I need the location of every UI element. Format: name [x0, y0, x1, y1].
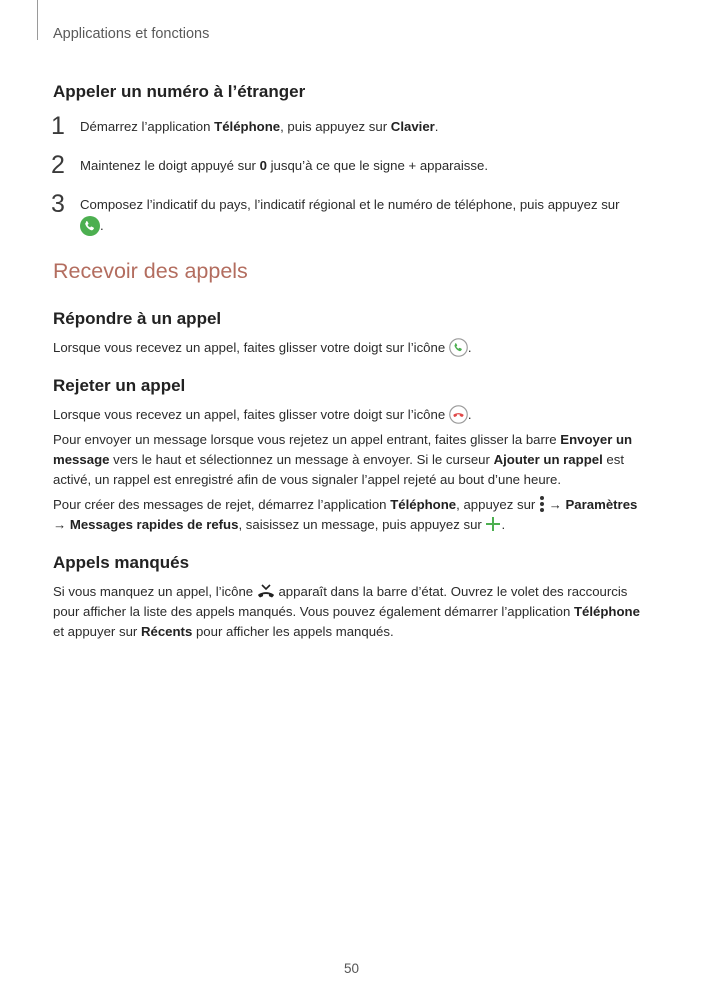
answer-section	[53, 309, 653, 358]
app-name: Téléphone	[573, 603, 640, 619]
section-title-abroad: Appeler un numéro à l’étranger	[53, 82, 306, 101]
send-message-bar: Envoyer un message	[53, 431, 633, 467]
running-title: Applications et fonctions	[53, 26, 210, 42]
answer-text: Lorsque vous recevez un appel, faites glisser votre doigt sur l’icône .	[53, 338, 653, 358]
add-reminder-switch: Ajouter un rappel	[493, 451, 603, 467]
reject-call-icon	[449, 405, 468, 424]
settings-path: → Paramètres → Messages rapides de refus	[53, 496, 638, 532]
reject-section	[53, 376, 653, 535]
reject-text-1: Lorsque vous recevez un appel, faites glisser votre doigt sur l’icône .	[53, 405, 653, 425]
subsection-title-missed: Appels manqués	[53, 552, 190, 572]
subsection-title-reject: Rejeter un appel	[53, 375, 186, 395]
answer-call-icon	[449, 338, 468, 357]
phone-call-icon	[80, 216, 100, 236]
header-rule	[37, 0, 38, 40]
missed-text: Si vous manquez un appel, l’icône apparaît dans la barre d’état. Ouvrez le volet des raccourcis pour afficher la liste des appels manqués. Vous pouvez également démarrer l’application Téléphone et appuyer sur Récents pour afficher les appels manqués.	[53, 583, 640, 639]
reject-text-3: Pour créer des messages de rejet, démarrez l’application Téléphone, appuyez sur → Paramètres → Messages rapides de refus, saisissez un message, puis appuyez sur .	[53, 496, 638, 532]
add-icon	[485, 516, 501, 532]
recents-tab-label: Récents	[140, 623, 193, 639]
more-options-icon	[539, 495, 545, 513]
step-1: 1 Démarrez l’application Téléphone, puis appuyez sur Clavier.	[51, 112, 439, 140]
app-name: Téléphone	[214, 119, 281, 134]
subsection-title-answer: Répondre à un appel	[53, 308, 222, 328]
step-2: 2 Maintenez le doigt appuyé sur 0 jusqu’à ce que le signe + apparaisse.	[51, 151, 488, 179]
app-name: Téléphone	[390, 496, 457, 512]
keypad-label: Clavier	[390, 119, 435, 134]
section-title-receive: Recevoir des appels	[53, 258, 248, 283]
reject-text-2: Pour envoyer un message lorsque vous rejetez un appel entrant, faites glisser la barre Envoyer un message vers le haut et sélectionnez un message à envoyer. Si le curseur Ajouter un rappel est activé, un rappel est enregistré afin de vous signaler l’appel rejeté au bout d’une heure.	[53, 431, 633, 487]
page-number: 50	[343, 961, 360, 976]
missed-section	[53, 553, 653, 642]
step-number: 2	[51, 151, 65, 179]
zero-key: 0	[259, 158, 267, 173]
step-number: 3	[51, 190, 65, 218]
missed-call-icon	[257, 583, 275, 600]
step-3: 3 Composez l’indicatif du pays, l’indicatif régional et le numéro de téléphone, puis appuyez sur .	[53, 194, 653, 237]
step-number: 1	[51, 112, 65, 140]
page-content	[53, 82, 653, 647]
